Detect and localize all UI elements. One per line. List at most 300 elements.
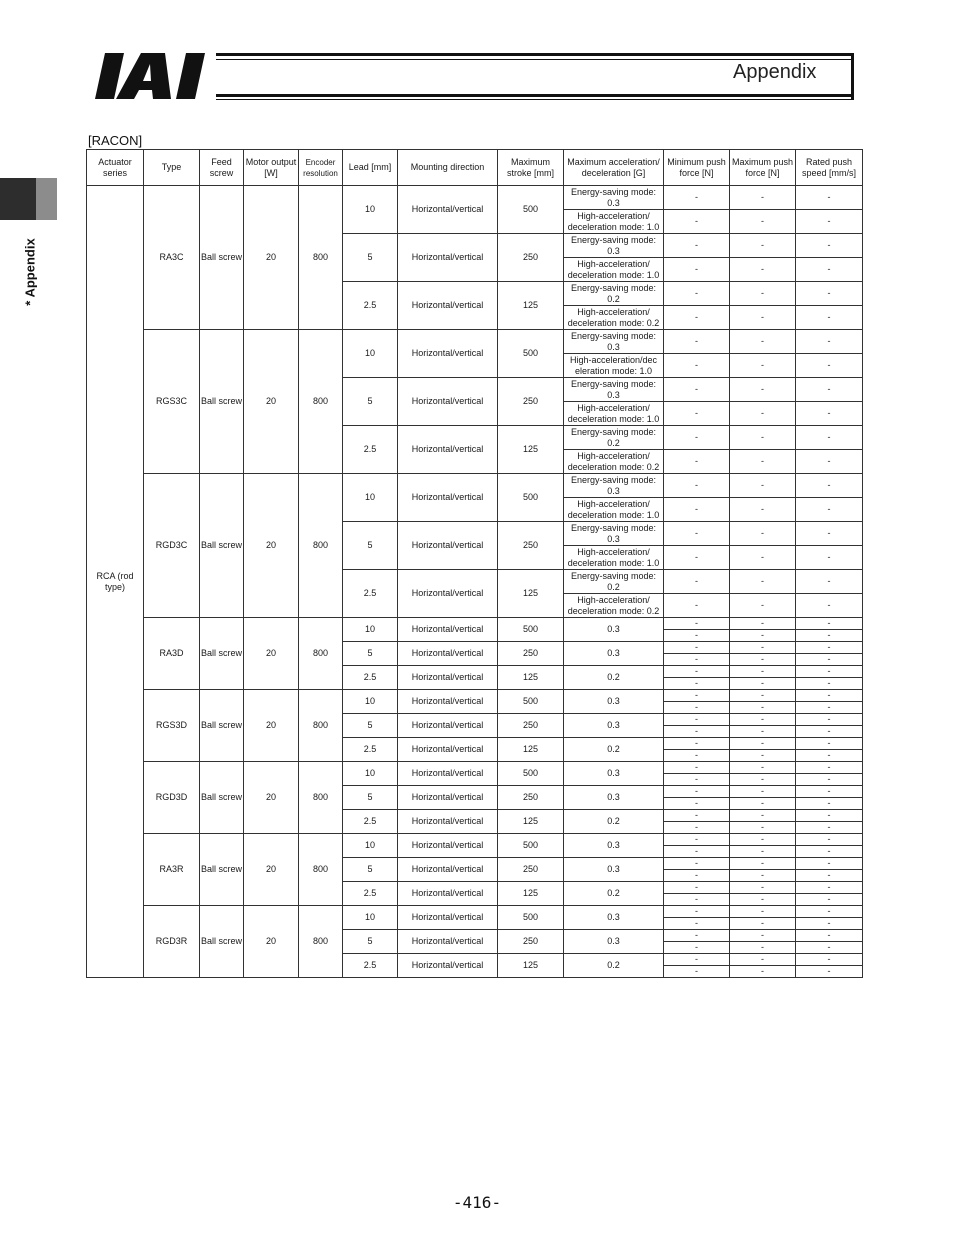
min-push-force-cell: - [664, 282, 730, 306]
rated-push-speed-cell: - [796, 690, 863, 702]
acceleration-cell: 0.2 [564, 954, 664, 978]
stroke-cell: 500 [498, 762, 564, 786]
rated-push-speed-cell: - [796, 846, 863, 858]
page-number: -416- [452, 1193, 502, 1212]
stroke-cell: 125 [498, 882, 564, 906]
min-push-force-cell: - [664, 738, 730, 750]
lead-cell: 10 [343, 690, 398, 714]
max-push-force-cell: - [730, 834, 796, 846]
max-push-force-cell: - [730, 726, 796, 738]
actuator-series-cell: RCA (rod type) [87, 186, 144, 978]
stroke-cell: 500 [498, 906, 564, 930]
type-cell: RA3D [144, 618, 200, 690]
column-header: Maximum stroke [mm] [498, 150, 564, 186]
motor-output-cell: 20 [244, 834, 299, 906]
stroke-cell: 500 [498, 186, 564, 234]
rated-push-speed-cell: - [796, 474, 863, 498]
mounting-direction-cell: Horizontal/vertical [398, 378, 498, 426]
max-push-force-cell: - [730, 762, 796, 774]
rated-push-speed-cell: - [796, 426, 863, 450]
mounting-direction-cell: Horizontal/vertical [398, 282, 498, 330]
max-push-force-cell: - [730, 186, 796, 210]
spec-table [86, 149, 863, 978]
min-push-force-cell: - [664, 522, 730, 546]
side-tab-label: * Appendix [22, 238, 38, 306]
acceleration-cell: High-acceleration/ deceleration mode: 1.0 [564, 210, 664, 234]
acceleration-cell: 0.2 [564, 666, 664, 690]
mounting-direction-cell: Horizontal/vertical [398, 618, 498, 642]
table-row [87, 762, 863, 774]
acceleration-cell: 0.2 [564, 882, 664, 906]
rated-push-speed-cell: - [796, 210, 863, 234]
header-rule [216, 53, 854, 56]
section-label: [RACON] [88, 133, 143, 148]
lead-cell: 5 [343, 786, 398, 810]
min-push-force-cell: - [664, 330, 730, 354]
stroke-cell: 125 [498, 666, 564, 690]
acceleration-cell: Energy-saving mode: 0.3 [564, 330, 664, 354]
column-header: Mounting direction [398, 150, 498, 186]
table-row [87, 330, 863, 354]
column-header: Feed screw [200, 150, 244, 186]
min-push-force-cell: - [664, 726, 730, 738]
table-row [87, 186, 863, 210]
min-push-force-cell: - [664, 642, 730, 654]
max-push-force-cell: - [730, 450, 796, 474]
rated-push-speed-cell: - [796, 798, 863, 810]
max-push-force-cell: - [730, 234, 796, 258]
min-push-force-cell: - [664, 618, 730, 630]
stroke-cell: 250 [498, 930, 564, 954]
rated-push-speed-cell: - [796, 618, 863, 630]
lead-cell: 5 [343, 522, 398, 570]
motor-output-cell: 20 [244, 330, 299, 474]
rated-push-speed-cell: - [796, 762, 863, 774]
feed-screw-cell: Ball screw [200, 330, 244, 474]
min-push-force-cell: - [664, 570, 730, 594]
rated-push-speed-cell: - [796, 726, 863, 738]
min-push-force-cell: - [664, 498, 730, 522]
acceleration-cell: Energy-saving mode: 0.3 [564, 522, 664, 546]
max-push-force-cell: - [730, 750, 796, 762]
min-push-force-cell: - [664, 234, 730, 258]
feed-screw-cell: Ball screw [200, 618, 244, 690]
min-push-force-cell: - [664, 894, 730, 906]
max-push-force-cell: - [730, 378, 796, 402]
min-push-force-cell: - [664, 594, 730, 618]
min-push-force-cell: - [664, 774, 730, 786]
lead-cell: 10 [343, 186, 398, 234]
lead-cell: 2.5 [343, 426, 398, 474]
stroke-cell: 250 [498, 378, 564, 426]
encoder-cell: 800 [299, 834, 343, 906]
min-push-force-cell: - [664, 942, 730, 954]
max-push-force-cell: - [730, 894, 796, 906]
encoder-cell: 800 [299, 906, 343, 978]
lead-cell: 2.5 [343, 666, 398, 690]
max-push-force-cell: - [730, 954, 796, 966]
rated-push-speed-cell: - [796, 234, 863, 258]
rated-push-speed-cell: - [796, 594, 863, 618]
max-push-force-cell: - [730, 402, 796, 426]
rated-push-speed-cell: - [796, 258, 863, 282]
lead-cell: 10 [343, 618, 398, 642]
motor-output-cell: 20 [244, 690, 299, 762]
min-push-force-cell: - [664, 882, 730, 894]
mounting-direction-cell: Horizontal/vertical [398, 690, 498, 714]
min-push-force-cell: - [664, 858, 730, 870]
mounting-direction-cell: Horizontal/vertical [398, 714, 498, 738]
stroke-cell: 500 [498, 618, 564, 642]
stroke-cell: 125 [498, 570, 564, 618]
acceleration-cell: High-acceleration/ deceleration mode: 0.2 [564, 594, 664, 618]
min-push-force-cell: - [664, 714, 730, 726]
max-push-force-cell: - [730, 654, 796, 666]
min-push-force-cell: - [664, 954, 730, 966]
rated-push-speed-cell: - [796, 630, 863, 642]
mounting-direction-cell: Horizontal/vertical [398, 474, 498, 522]
max-push-force-cell: - [730, 810, 796, 822]
max-push-force-cell: - [730, 882, 796, 894]
lead-cell: 2.5 [343, 810, 398, 834]
lead-cell: 2.5 [343, 570, 398, 618]
mounting-direction-cell: Horizontal/vertical [398, 426, 498, 474]
side-tab-marker [0, 178, 36, 220]
lead-cell: 5 [343, 930, 398, 954]
acceleration-cell: Energy-saving mode: 0.3 [564, 234, 664, 258]
lead-cell: 2.5 [343, 282, 398, 330]
header-rule [216, 59, 854, 60]
max-push-force-cell: - [730, 714, 796, 726]
lead-cell: 5 [343, 714, 398, 738]
lead-cell: 10 [343, 834, 398, 858]
max-push-force-cell: - [730, 774, 796, 786]
max-push-force-cell: - [730, 846, 796, 858]
acceleration-cell: Energy-saving mode: 0.3 [564, 474, 664, 498]
rated-push-speed-cell: - [796, 882, 863, 894]
max-push-force-cell: - [730, 690, 796, 702]
max-push-force-cell: - [730, 786, 796, 798]
acceleration-cell: 0.3 [564, 834, 664, 858]
lead-cell: 10 [343, 906, 398, 930]
mounting-direction-cell: Horizontal/vertical [398, 930, 498, 954]
lead-cell: 2.5 [343, 738, 398, 762]
rated-push-speed-cell: - [796, 954, 863, 966]
type-cell: RGS3D [144, 690, 200, 762]
rated-push-speed-cell: - [796, 450, 863, 474]
rated-push-speed-cell: - [796, 282, 863, 306]
stroke-cell: 500 [498, 330, 564, 378]
feed-screw-cell: Ball screw [200, 834, 244, 906]
mounting-direction-cell: Horizontal/vertical [398, 330, 498, 378]
max-push-force-cell: - [730, 666, 796, 678]
acceleration-cell: 0.3 [564, 930, 664, 954]
max-push-force-cell: - [730, 942, 796, 954]
acceleration-cell: 0.3 [564, 786, 664, 810]
mounting-direction-cell: Horizontal/vertical [398, 738, 498, 762]
min-push-force-cell: - [664, 834, 730, 846]
acceleration-cell: High-acceleration/dec eleration mode: 1.0 [564, 354, 664, 378]
max-push-force-cell: - [730, 258, 796, 282]
max-push-force-cell: - [730, 906, 796, 918]
stroke-cell: 500 [498, 690, 564, 714]
type-cell: RGD3R [144, 906, 200, 978]
min-push-force-cell: - [664, 966, 730, 978]
rated-push-speed-cell: - [796, 750, 863, 762]
motor-output-cell: 20 [244, 762, 299, 834]
acceleration-cell: High-acceleration/ deceleration mode: 1.0 [564, 498, 664, 522]
min-push-force-cell: - [664, 210, 730, 234]
lead-cell: 5 [343, 642, 398, 666]
rated-push-speed-cell: - [796, 678, 863, 690]
max-push-force-cell: - [730, 870, 796, 882]
min-push-force-cell: - [664, 690, 730, 702]
mounting-direction-cell: Horizontal/vertical [398, 762, 498, 786]
rated-push-speed-cell: - [796, 834, 863, 846]
iai-logo [95, 53, 215, 99]
lead-cell: 5 [343, 378, 398, 426]
stroke-cell: 125 [498, 954, 564, 978]
acceleration-cell: High-acceleration/ deceleration mode: 0.2 [564, 306, 664, 330]
acceleration-cell: 0.3 [564, 858, 664, 882]
rated-push-speed-cell: - [796, 774, 863, 786]
max-push-force-cell: - [730, 546, 796, 570]
max-push-force-cell: - [730, 282, 796, 306]
min-push-force-cell: - [664, 918, 730, 930]
max-push-force-cell: - [730, 306, 796, 330]
column-header: Lead [mm] [343, 150, 398, 186]
stroke-cell: 250 [498, 786, 564, 810]
column-header: Maximum acceleration/ deceleration [G] [564, 150, 664, 186]
max-push-force-cell: - [730, 354, 796, 378]
rated-push-speed-cell: - [796, 642, 863, 654]
min-push-force-cell: - [664, 822, 730, 834]
mounting-direction-cell: Horizontal/vertical [398, 522, 498, 570]
page-title: Appendix [733, 61, 817, 83]
column-header: Actuator series [87, 150, 144, 186]
min-push-force-cell: - [664, 654, 730, 666]
mounting-direction-cell: Horizontal/vertical [398, 810, 498, 834]
min-push-force-cell: - [664, 354, 730, 378]
table-row [87, 474, 863, 498]
rated-push-speed-cell: - [796, 666, 863, 678]
acceleration-cell: Energy-saving mode: 0.2 [564, 426, 664, 450]
mounting-direction-cell: Horizontal/vertical [398, 834, 498, 858]
rated-push-speed-cell: - [796, 942, 863, 954]
stroke-cell: 250 [498, 858, 564, 882]
feed-screw-cell: Ball screw [200, 474, 244, 618]
type-cell: RA3C [144, 186, 200, 330]
min-push-force-cell: - [664, 786, 730, 798]
type-cell: RGD3D [144, 762, 200, 834]
max-push-force-cell: - [730, 618, 796, 630]
lead-cell: 10 [343, 762, 398, 786]
feed-screw-cell: Ball screw [200, 186, 244, 330]
min-push-force-cell: - [664, 306, 730, 330]
min-push-force-cell: - [664, 798, 730, 810]
max-push-force-cell: - [730, 822, 796, 834]
encoder-cell: 800 [299, 762, 343, 834]
rated-push-speed-cell: - [796, 918, 863, 930]
rated-push-speed-cell: - [796, 498, 863, 522]
lead-cell: 5 [343, 234, 398, 282]
rated-push-speed-cell: - [796, 822, 863, 834]
acceleration-cell: Energy-saving mode: 0.3 [564, 378, 664, 402]
mounting-direction-cell: Horizontal/vertical [398, 642, 498, 666]
max-push-force-cell: - [730, 594, 796, 618]
min-push-force-cell: - [664, 750, 730, 762]
encoder-cell: 800 [299, 618, 343, 690]
rated-push-speed-cell: - [796, 906, 863, 918]
min-push-force-cell: - [664, 678, 730, 690]
rated-push-speed-cell: - [796, 186, 863, 210]
stroke-cell: 500 [498, 474, 564, 522]
min-push-force-cell: - [664, 762, 730, 774]
mounting-direction-cell: Horizontal/vertical [398, 570, 498, 618]
rated-push-speed-cell: - [796, 402, 863, 426]
type-cell: RGS3C [144, 330, 200, 474]
mounting-direction-cell: Horizontal/vertical [398, 954, 498, 978]
min-push-force-cell: - [664, 450, 730, 474]
acceleration-cell: Energy-saving mode: 0.2 [564, 570, 664, 594]
motor-output-cell: 20 [244, 186, 299, 330]
lead-cell: 10 [343, 474, 398, 522]
acceleration-cell: 0.2 [564, 810, 664, 834]
motor-output-cell: 20 [244, 474, 299, 618]
side-tab-marker [36, 178, 57, 220]
rated-push-speed-cell: - [796, 870, 863, 882]
lead-cell: 5 [343, 858, 398, 882]
max-push-force-cell: - [730, 642, 796, 654]
type-cell: RGD3C [144, 474, 200, 618]
stroke-cell: 250 [498, 714, 564, 738]
stroke-cell: 125 [498, 426, 564, 474]
acceleration-cell: Energy-saving mode: 0.2 [564, 282, 664, 306]
stroke-cell: 125 [498, 810, 564, 834]
rated-push-speed-cell: - [796, 738, 863, 750]
max-push-force-cell: - [730, 918, 796, 930]
rated-push-speed-cell: - [796, 786, 863, 798]
table-row [87, 690, 863, 702]
rated-push-speed-cell: - [796, 354, 863, 378]
column-header: Motor output [W] [244, 150, 299, 186]
column-header: Maximum push force [N] [730, 150, 796, 186]
max-push-force-cell: - [730, 678, 796, 690]
rated-push-speed-cell: - [796, 330, 863, 354]
mounting-direction-cell: Horizontal/vertical [398, 786, 498, 810]
motor-output-cell: 20 [244, 618, 299, 690]
lead-cell: 2.5 [343, 882, 398, 906]
acceleration-cell: 0.3 [564, 906, 664, 930]
encoder-cell: 800 [299, 690, 343, 762]
feed-screw-cell: Ball screw [200, 906, 244, 978]
lead-cell: 2.5 [343, 954, 398, 978]
encoder-cell: 800 [299, 474, 343, 618]
max-push-force-cell: - [730, 738, 796, 750]
acceleration-cell: High-acceleration/ deceleration mode: 0.2 [564, 450, 664, 474]
mounting-direction-cell: Horizontal/vertical [398, 906, 498, 930]
stroke-cell: 250 [498, 522, 564, 570]
column-header: Encoder resolution [299, 150, 343, 186]
header-rule [216, 99, 854, 100]
max-push-force-cell: - [730, 966, 796, 978]
max-push-force-cell: - [730, 858, 796, 870]
min-push-force-cell: - [664, 870, 730, 882]
feed-screw-cell: Ball screw [200, 762, 244, 834]
column-header: Rated push speed [mm/s] [796, 150, 863, 186]
max-push-force-cell: - [730, 930, 796, 942]
acceleration-cell: Energy-saving mode: 0.3 [564, 186, 664, 210]
feed-screw-cell: Ball screw [200, 690, 244, 762]
min-push-force-cell: - [664, 906, 730, 918]
acceleration-cell: 0.3 [564, 690, 664, 714]
min-push-force-cell: - [664, 546, 730, 570]
mounting-direction-cell: Horizontal/vertical [398, 666, 498, 690]
rated-push-speed-cell: - [796, 702, 863, 714]
acceleration-cell: 0.3 [564, 714, 664, 738]
max-push-force-cell: - [730, 570, 796, 594]
table-row [87, 834, 863, 846]
acceleration-cell: High-acceleration/ deceleration mode: 1.0 [564, 546, 664, 570]
max-push-force-cell: - [730, 630, 796, 642]
max-push-force-cell: - [730, 474, 796, 498]
min-push-force-cell: - [664, 702, 730, 714]
min-push-force-cell: - [664, 846, 730, 858]
min-push-force-cell: - [664, 402, 730, 426]
mounting-direction-cell: Horizontal/vertical [398, 858, 498, 882]
min-push-force-cell: - [664, 186, 730, 210]
encoder-cell: 800 [299, 186, 343, 330]
acceleration-cell: High-acceleration/ deceleration mode: 1.0 [564, 402, 664, 426]
motor-output-cell: 20 [244, 906, 299, 978]
rated-push-speed-cell: - [796, 570, 863, 594]
max-push-force-cell: - [730, 426, 796, 450]
mounting-direction-cell: Horizontal/vertical [398, 186, 498, 234]
type-cell: RA3R [144, 834, 200, 906]
acceleration-cell: 0.3 [564, 618, 664, 642]
max-push-force-cell: - [730, 210, 796, 234]
column-header: Type [144, 150, 200, 186]
stroke-cell: 125 [498, 738, 564, 762]
rated-push-speed-cell: - [796, 810, 863, 822]
min-push-force-cell: - [664, 810, 730, 822]
acceleration-cell: 0.3 [564, 762, 664, 786]
max-push-force-cell: - [730, 330, 796, 354]
rated-push-speed-cell: - [796, 714, 863, 726]
rated-push-speed-cell: - [796, 522, 863, 546]
min-push-force-cell: - [664, 426, 730, 450]
max-push-force-cell: - [730, 702, 796, 714]
min-push-force-cell: - [664, 474, 730, 498]
min-push-force-cell: - [664, 258, 730, 282]
column-header: Minimum push force [N] [664, 150, 730, 186]
table-header-row [87, 150, 863, 186]
stroke-cell: 500 [498, 834, 564, 858]
max-push-force-cell: - [730, 522, 796, 546]
stroke-cell: 125 [498, 282, 564, 330]
stroke-cell: 250 [498, 642, 564, 666]
max-push-force-cell: - [730, 798, 796, 810]
min-push-force-cell: - [664, 930, 730, 942]
max-push-force-cell: - [730, 498, 796, 522]
acceleration-cell: 0.2 [564, 738, 664, 762]
header-rule [216, 94, 854, 97]
acceleration-cell: High-acceleration/ deceleration mode: 1.0 [564, 258, 664, 282]
table-row [87, 906, 863, 918]
rated-push-speed-cell: - [796, 378, 863, 402]
encoder-cell: 800 [299, 330, 343, 474]
stroke-cell: 250 [498, 234, 564, 282]
